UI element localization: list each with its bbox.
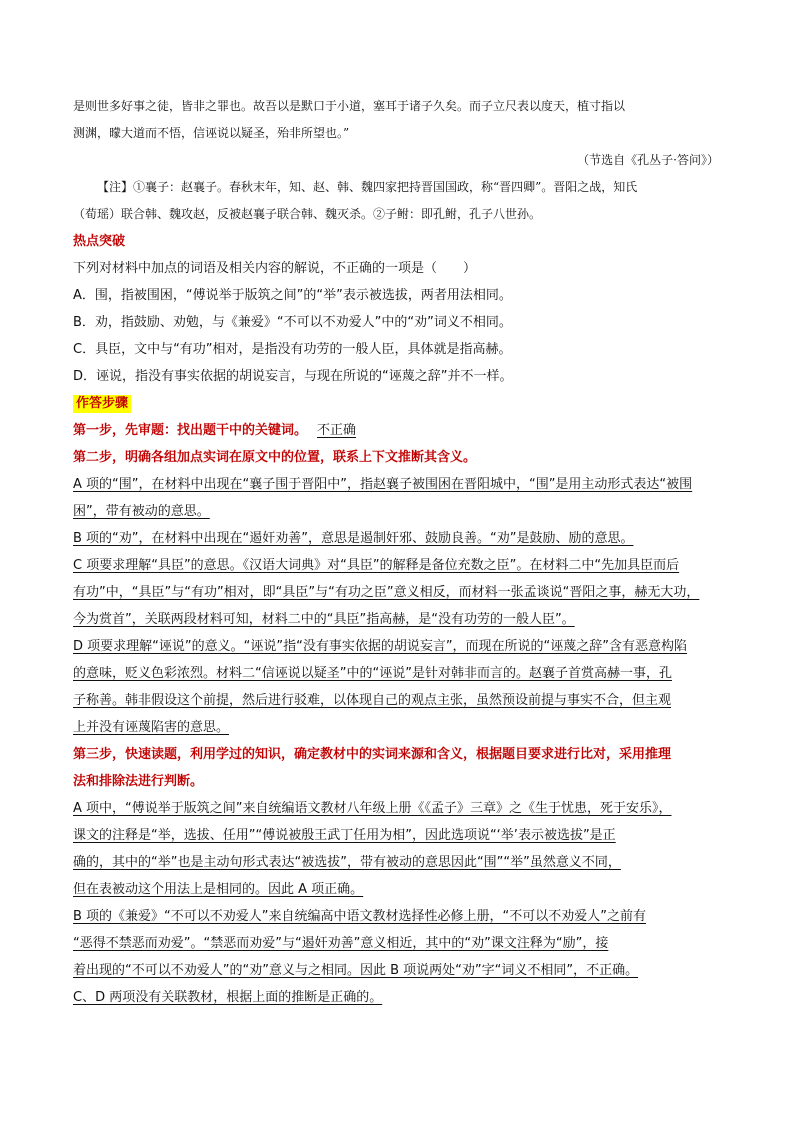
classical-text-line-1: 是则世多好事之徒，皆非之罪也。故吾以是默口于小道，塞耳于诸子久矣。而子立尺表以度天，植寸指以	[73, 99, 626, 113]
step-2-label: 第二步，明确各组加点实词在原文中的位置，联系上下文推断其含义。	[73, 450, 477, 465]
step-3-line-8: C、D 两项没有关联教材，根据上面的推断是正确的。	[73, 990, 383, 1005]
question-stem: 下列对材料中加点的词语及相关内容的解说，不正确的一项是（ ）	[73, 261, 477, 276]
annotation-line-2: （荀瑶）联合韩、魏攻赵，反被赵襄子联合韩、魏灭杀。②子鲋：即孔鲋，孔子八世孙。	[73, 207, 542, 221]
step-2-line-5: 有功”中，“具臣”与“有功”相对，即“具臣”与“有功之臣”意义相反，而材料一张孟谈说“晋阳之事，赫无大功，	[73, 585, 700, 600]
option-c: C．具臣，文中与“有功”相对，是指没有功劳的一般人臣，具体就是指高赫。	[73, 342, 512, 357]
step-3-line-5: B 项的《兼爱》“不可以不劝爱人”来自统编高中语文教材选择性必修上册，“不可以不劝爱人”之前有	[73, 909, 646, 924]
document-page	[73, 93, 729, 1011]
step-3-label-line-2: 法和排除法进行判断。	[73, 774, 204, 789]
step-2-line-4: C 项要求理解“具臣”的意思。《汉语大词典》对“具臣”的解释是备位充数之臣”。在材料二中“先加具臣而后	[73, 558, 680, 573]
step-2-line-6: 今为赏首”，关联两段材料可知，材料二中的“具臣”指高赫，是“没有功劳的一般人臣”。	[73, 612, 575, 627]
hot-spot-heading: 热点突破	[73, 234, 126, 249]
classical-text-line-2: 测渊，曚大道而不悟，信诬说以疑圣，殆非所望也。”	[73, 126, 350, 140]
step-1-keyword: 不正确	[317, 423, 357, 438]
step-3-line-6: “恶得不禁恶而劝爱”。“禁恶而劝爱”与“遏奸劝善”意义相近，其中的“劝”课文注释为“励”，接	[73, 936, 609, 951]
step-2-line-10: 上并没有诬蔑陷害的意思。	[73, 720, 230, 735]
step-3-line-4: 但在表被动这个用法上是相同的。因此 A 项正确。	[73, 882, 364, 897]
step-2-line-3: B 项的“劝”，在材料中出现在“遏奸劝善”，意思是遏制奸邪、鼓励良善。“劝”是鼓励、励的意思。	[73, 531, 634, 546]
step-2-line-8: 的意味，贬义色彩浓烈。材料二“信诬说以疑圣”中的“诬说”是针对韩非而言的。赵襄子首赏高赫一事，孔	[73, 666, 672, 681]
step-3-label-line-1: 第三步，快速读题，利用学过的知识，确定教材中的实词来源和含义，根据题目要求进行比对，采用推理	[73, 747, 672, 762]
step-3-line-2: 课文的注释是“举，选拔、任用”“傅说被殷王武丁任用为相”，因此选项说“‘举’表示被选拔”是正	[73, 828, 616, 843]
steps-badge: 作答步骤	[73, 395, 131, 413]
step-1-label: 第一步，先审题：找出题干中的关键词。	[73, 423, 308, 438]
step-2-line-2: 困”，带有被动的意思。	[73, 504, 210, 519]
option-a: A．围，指被围困，“傅说举于版筑之间”的“举”表示被选拔，两者用法相同。	[73, 288, 512, 303]
step-3-line-7: 着出现的“不可以不劝爱人”的“劝”意义与之相同。因此 B 项说两处“劝”字“词义不相同”，不正确。	[73, 963, 639, 978]
source-citation: （节选自《孔丛子·答问》）	[577, 153, 719, 167]
step-1-row	[73, 417, 729, 444]
step-2-line-7: D 项要求理解“诬说”的意义。“诬说”指“没有事实依据的胡说妄言”，而现在所说的“诬蔑之辞”含有恶意构陷	[73, 639, 688, 654]
option-d: D．诬说，指没有事实依据的胡说妄言，与现在所说的“诬蔑之辞”并不一样。	[73, 369, 513, 384]
step-2-line-9: 子称善。韩非假设这个前提，然后进行驳难，以体现自己的观点主张，虽然预设前提与事实不合，但主观	[73, 693, 672, 708]
steps-badge-row	[73, 390, 729, 417]
step-3-line-3: 确的，其中的“举”也是主动句形式表达“被选拔”，带有被动的意思因此“围”“举”虽然意义不同，	[73, 855, 621, 870]
option-b: B．劝，指鼓励、劝勉，与《兼爱》“不可以不劝爱人”中的“劝”词义不相同。	[73, 315, 512, 330]
step-3-line-1: A 项中，“傅说举于版筑之间”来自统编语文教材八年级上册《《孟子》三章》之《生于忧患，死于安乐》，	[73, 801, 672, 816]
step-2-line-1: A 项的“围”，在材料中出现在“襄子围于晋阳中”，指赵襄子被围困在晋阳城中，“围”是用主动形式表达“被围	[73, 477, 693, 492]
annotation-line-1: 【注】①襄子：赵襄子。春秋末年，知、赵、韩、魏四家把持晋国国政，称“晋四卿”。晋阳之战，知氏	[97, 180, 638, 194]
